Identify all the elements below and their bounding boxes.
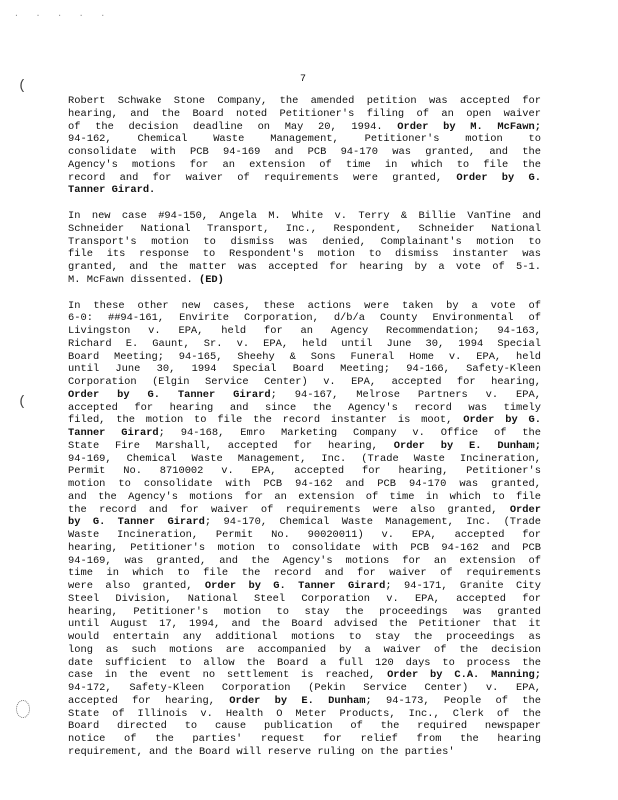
text-line (68, 631, 541, 644)
text-run: the record and for waiver of requirements were also granted, (68, 503, 510, 516)
text-line (68, 733, 541, 746)
text-run: file its response to Respondent's motion to dismiss instanter was (68, 248, 541, 261)
text-line (68, 146, 541, 159)
text-run: time in which to file the record and for waiver of requirements (68, 567, 541, 580)
text-line (68, 746, 541, 759)
text-run: Board directed to cause publication of the required newspaper (68, 720, 541, 733)
text-run: notice of the parties' request for relief from the hearing (68, 733, 541, 745)
page-number: 7 (300, 74, 307, 85)
text-run: filed, the motion to file the record instanter is moot, (68, 414, 464, 427)
text-run: Transport's motion to dismiss was denied, Complainant's motion to (68, 235, 541, 248)
text-run: motion to consolidate with PCB 94-162 and PCB 94-170 was granted, (68, 478, 541, 490)
paragraph-1 (68, 95, 541, 197)
text-run: of the decision deadline on May 20, 1994. (68, 120, 398, 133)
bold-text: Order (509, 503, 541, 516)
text-run: M. McFawn dissented. (68, 273, 199, 286)
text-run: case in the event no settlement is reached, (68, 669, 388, 682)
text-run: Corporation (Elgin Service Center) v. EPA, accepted for hearing, (68, 376, 541, 388)
text-line (68, 542, 541, 555)
text-line (68, 133, 541, 146)
text-line (68, 593, 541, 606)
text-run: hearing, Petitioner's motion to consolidate with PCB 94-162 and PCB (68, 541, 541, 554)
text-line (68, 555, 541, 568)
text-run: until June 30, 1994 Special Board Meeting; 94-166, Safety-Kleen (68, 363, 541, 376)
text-line (68, 300, 541, 313)
bold-text: Order by E. Dunham; (393, 439, 541, 452)
paragraph-2 (68, 210, 541, 287)
bold-text: Order by E. Dunham (229, 694, 366, 707)
text-line (68, 261, 541, 274)
text-line (68, 491, 541, 504)
text-line (68, 121, 541, 134)
text-run: ; 94-173, People of the (365, 694, 541, 707)
text-line (68, 351, 541, 364)
text-run: Permit No. 8710002 v. EPA, accepted for hearing, Petitioner's (68, 465, 541, 478)
text-line (68, 402, 541, 415)
text-run: Agency's motions for an extension of time in which to file the (68, 158, 541, 171)
text-run: date sufficient to allow the Board a full 120 days to process the (68, 656, 541, 669)
text-run: long as such motions are accompanied by a waiver of the decision (68, 643, 541, 656)
text-run: hearing, Petitioner's motion to stay the proceedings was granted (68, 605, 541, 618)
text-run: record and for waiver of requirements were granted, (68, 171, 457, 184)
text-run: 94-162, Chemical Waste Management, Petitioner's motion to (68, 133, 541, 146)
bold-text: by G. Tanner Girard (68, 516, 205, 529)
text-line (68, 618, 541, 631)
text-line (68, 529, 541, 542)
text-line (68, 325, 541, 338)
text-line (68, 644, 541, 657)
text-line (68, 312, 541, 325)
text-run: In these other new cases, these actions were taken by a vote of (68, 299, 541, 312)
text-run: Steel Division, National Steel Corporation v. EPA, accepted for (68, 592, 541, 605)
text-line (68, 172, 541, 185)
text-line (68, 236, 541, 249)
text-line (68, 210, 541, 223)
text-line (68, 274, 541, 287)
text-run: 94-169, was granted, and the Agency's motions for an extension of (68, 554, 541, 567)
text-line (68, 414, 541, 427)
text-run: 6-0: ##94-161, Envirite Corporation, d/b/a County Environmental of (68, 312, 541, 325)
scan-marks: . . . . . (14, 10, 112, 19)
text-line (68, 465, 541, 478)
text-run: requirement, and the Board will reserve ruling on the parties' (68, 745, 455, 758)
text-line (68, 248, 541, 261)
text-line (68, 708, 541, 721)
text-run: Schneider National Transport, Inc., Respondent, Schneider National (68, 222, 541, 235)
text-run: ; 94-167, Melrose Partners v. EPA, (270, 388, 541, 401)
text-line (68, 478, 541, 491)
text-line (68, 376, 541, 389)
text-line (68, 184, 541, 197)
text-run: accepted for hearing, (68, 694, 230, 707)
text-run: Richard E. Gaunt, Sr. v. EPA, held until June 30, 1994 Special (68, 337, 541, 350)
paragraph-3 (68, 300, 541, 759)
bold-text: Order by C.A. Manning; (387, 669, 542, 682)
text-run: until August 17, 1994, and the Board advised the Petitioner that it (68, 618, 541, 631)
text-run: State of Illinois v. Health O Meter Products, Inc., Clerk of the (68, 707, 541, 720)
margin-mark-middle: ( (18, 394, 27, 410)
text-run: 94-169, Chemical Waste Management, Inc. (Trade Waste Incineration, (68, 452, 541, 465)
text-line (68, 95, 541, 108)
text-line (68, 338, 541, 351)
text-run: were also granted, (68, 580, 205, 592)
bold-text: Tanner Girard (68, 427, 159, 439)
margin-mark-top: ( (18, 78, 27, 94)
bold-text: Order by G. (456, 171, 541, 184)
text-line (68, 108, 541, 121)
text-run: In new case #94-150, Angela M. White v. Terry & Billie VanTine and (68, 210, 541, 222)
text-line (68, 580, 541, 593)
text-run: State Fire Marshall, accepted for hearing, (68, 439, 394, 452)
text-run: Board Meeting; 94-165, Sheehy & Sons Funeral Home v. EPA, held (68, 350, 541, 363)
text-run: Waste Incineration, Permit No. 90020011) v. EPA, accepted for (68, 529, 541, 541)
text-line (68, 453, 541, 466)
text-line (68, 669, 541, 682)
text-line (68, 223, 541, 236)
text-line (68, 159, 541, 172)
text-line (68, 567, 541, 580)
text-line (68, 363, 541, 376)
text-line (68, 657, 541, 670)
text-line (68, 440, 541, 453)
text-line (68, 720, 541, 733)
text-run: accepted for hearing and since the Agency's record was timely (68, 401, 541, 414)
body-text (68, 95, 541, 772)
text-run: and the Agency's motions for an extension of time in which to file (68, 490, 541, 503)
bold-text: Order by G. Tanner Girard (68, 388, 271, 401)
bold-text: Order by M. McFawn; (397, 120, 541, 133)
text-run: hearing, and the Board noted Petitioner's filing of an open waiver (68, 107, 541, 120)
text-run: consolidate with PCB 94-169 and PCB 94-170 was granted, and the (68, 146, 541, 158)
text-run: 94-172, Safety-Kleen Corporation (Pekin Service Center) v. EPA, (68, 682, 541, 694)
bold-text: Order by G. (463, 414, 541, 427)
text-run: ; 94-168, Emro Marketing Company v. Office of the (158, 427, 541, 439)
text-line (68, 695, 541, 708)
text-line (68, 389, 541, 402)
bold-text: (ED) (198, 273, 224, 286)
text-run: granted, and the matter was accepted for hearing by a vote of 5-1. (68, 261, 541, 273)
text-line (68, 682, 541, 695)
bold-text: Tanner Girard. (68, 184, 156, 197)
binder-hole-mark (16, 700, 30, 718)
text-run: would entertain any additional motions to stay the proceedings as (68, 631, 541, 643)
text-run: Livingston v. EPA, held for an Agency Recommendation; 94-163, (68, 325, 541, 337)
text-run: Robert Schwake Stone Company, the amended petition was accepted for (68, 95, 541, 107)
text-line (68, 516, 541, 529)
bold-text: Order by G. Tanner Girard (204, 580, 386, 592)
text-line (68, 427, 541, 440)
text-run: ; 94-170, Chemical Waste Management, Inc. (Trade (204, 516, 541, 529)
text-run: ; 94-171, Granite City (385, 580, 541, 592)
text-line (68, 504, 541, 517)
text-line (68, 606, 541, 619)
